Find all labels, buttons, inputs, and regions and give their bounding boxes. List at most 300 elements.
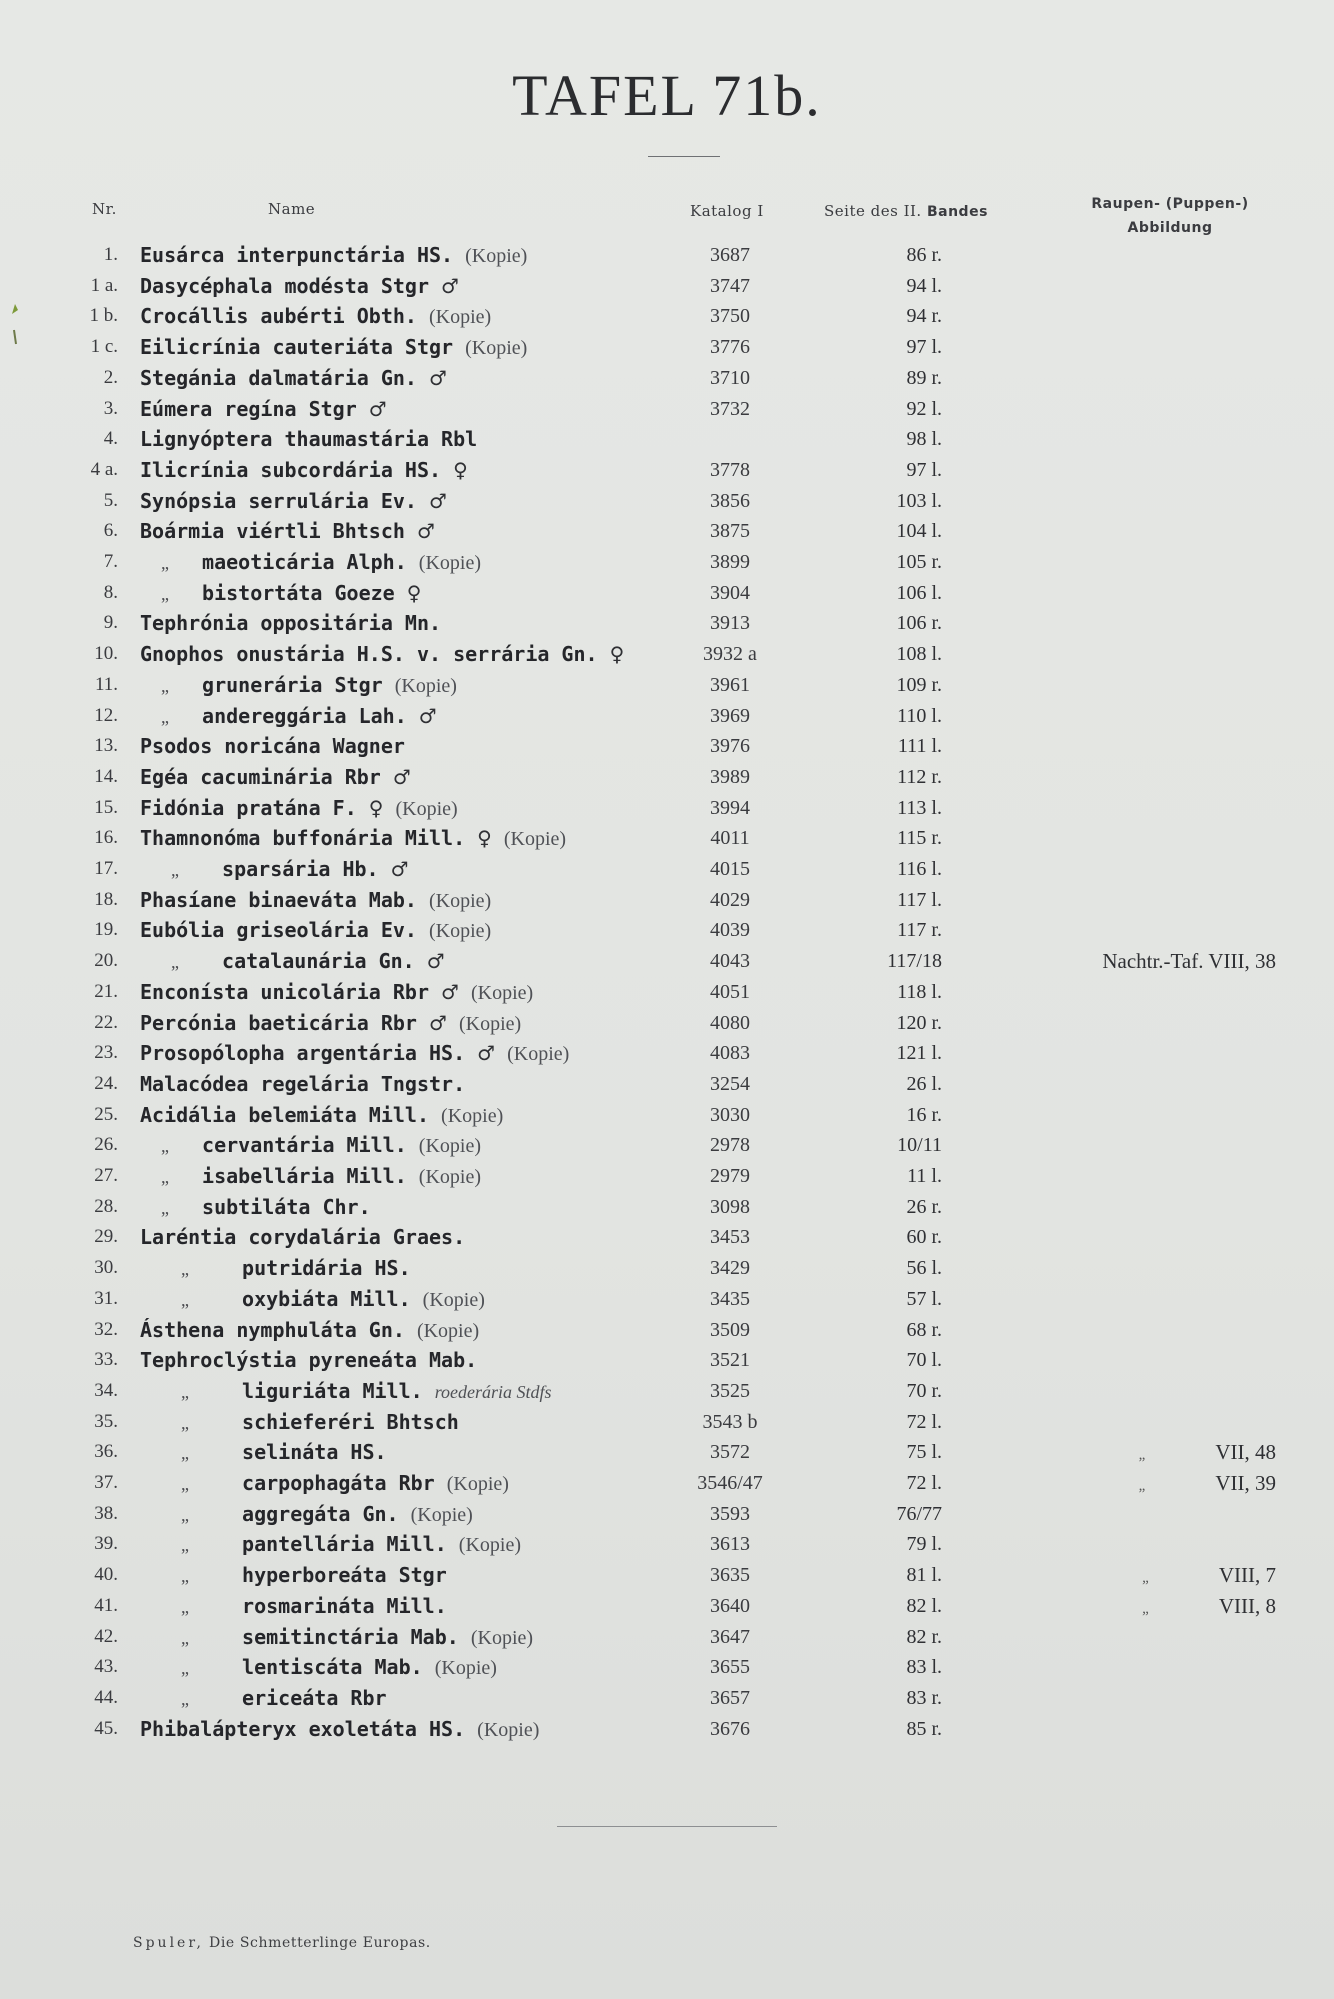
species-name: Tephrónia oppositária Mn. bbox=[140, 611, 442, 636]
row-nr: 38. bbox=[94, 1502, 118, 1524]
species-name: Psodos noricána Wagner bbox=[140, 734, 405, 759]
table-row bbox=[0, 1008, 1334, 1038]
row-katalog: 4029 bbox=[710, 888, 750, 911]
male-symbol-icon: ♂ bbox=[429, 1010, 447, 1035]
row-name-cell bbox=[140, 1591, 447, 1622]
note-kopie: (Kopie) bbox=[429, 920, 492, 943]
row-nr: 23. bbox=[94, 1042, 118, 1064]
row-seite: 112 r. bbox=[897, 765, 942, 788]
row-katalog: 2978 bbox=[710, 1134, 750, 1157]
table-row bbox=[0, 1683, 1334, 1713]
table-row bbox=[0, 1468, 1334, 1498]
row-nr: 42. bbox=[94, 1625, 118, 1647]
row-seite: 86 r. bbox=[906, 244, 942, 266]
row-seite: 70 r. bbox=[906, 1379, 942, 1402]
species-name: Eúmera regína Stgr bbox=[140, 396, 357, 421]
table-row bbox=[0, 1253, 1334, 1283]
row-name-cell bbox=[140, 1499, 473, 1530]
row-nr: 16. bbox=[94, 827, 118, 849]
row-nr: 34. bbox=[94, 1379, 118, 1401]
row-katalog: 3593 bbox=[710, 1502, 750, 1525]
ditto-mark: „ bbox=[181, 1443, 189, 1464]
row-katalog: 3747 bbox=[710, 274, 750, 297]
species-name: isabellária Mill. bbox=[202, 1164, 407, 1188]
male-symbol-icon: ♂ bbox=[429, 365, 447, 390]
row-name-cell bbox=[140, 885, 491, 916]
row-seite: 60 r. bbox=[906, 1226, 942, 1249]
note-kopie: (Kopie) bbox=[429, 306, 492, 329]
row-katalog: 3856 bbox=[710, 489, 750, 512]
male-symbol-icon: ♂ bbox=[418, 703, 437, 728]
raupen-ref: VII, 39 bbox=[1215, 1471, 1276, 1495]
row-seite: 106 r. bbox=[896, 612, 942, 635]
table-row bbox=[0, 639, 1334, 669]
table-row bbox=[0, 547, 1334, 577]
species-name: Enconísta unicolária Rbr bbox=[140, 979, 429, 1004]
row-nr: 1 b. bbox=[89, 305, 118, 327]
species-name: Eubólia griseolária Ev. bbox=[140, 918, 417, 943]
row-name-cell bbox=[140, 1038, 569, 1069]
ditto-mark: „ bbox=[161, 675, 169, 696]
ditto-mark: „ bbox=[171, 952, 179, 973]
row-seite: 118 l. bbox=[897, 980, 942, 1003]
row-katalog: 3976 bbox=[710, 735, 750, 758]
row-katalog: 3655 bbox=[710, 1656, 750, 1679]
row-name-cell bbox=[140, 1069, 465, 1099]
row-katalog: 3254 bbox=[710, 1072, 750, 1095]
table-row bbox=[0, 1437, 1334, 1467]
note-kopie: (Kopie) bbox=[477, 1718, 540, 1741]
synonym-note: roederária Stdfs bbox=[434, 1381, 552, 1402]
male-symbol-icon: ♂ bbox=[392, 764, 411, 789]
ditto-mark: „ bbox=[181, 1688, 189, 1709]
row-nr: 35. bbox=[94, 1410, 118, 1432]
note-kopie: (Kopie) bbox=[470, 1626, 534, 1649]
row-nr: 40. bbox=[94, 1564, 118, 1586]
table-row bbox=[0, 1622, 1334, 1652]
row-name-cell bbox=[140, 363, 447, 393]
row-name-cell bbox=[140, 1130, 481, 1161]
table-row bbox=[0, 1714, 1334, 1744]
table-row bbox=[0, 1376, 1334, 1406]
row-nr: 31. bbox=[94, 1287, 118, 1309]
species-name: liguriáta Mill. bbox=[242, 1378, 423, 1403]
row-nr: 7. bbox=[103, 551, 118, 572]
raupen-ref: VIII, 8 bbox=[1218, 1593, 1276, 1618]
row-nr: 19. bbox=[94, 919, 118, 941]
row-nr: 14. bbox=[94, 765, 118, 787]
note-kopie: (Kopie) bbox=[458, 1534, 521, 1557]
table-row bbox=[0, 363, 1334, 393]
species-name: aggregáta Gn. bbox=[242, 1501, 399, 1526]
species-name: bistortáta Goeze bbox=[202, 580, 395, 605]
row-nr: 18. bbox=[94, 888, 118, 910]
row-nr: 9. bbox=[103, 612, 118, 634]
row-name-cell bbox=[140, 332, 527, 363]
row-seite: 56 l. bbox=[906, 1257, 942, 1280]
table-row bbox=[0, 731, 1334, 761]
row-name-cell bbox=[140, 1529, 521, 1560]
row-katalog: 3635 bbox=[710, 1564, 750, 1587]
row-seite: 82 l. bbox=[906, 1594, 942, 1617]
raupen-ditto-mark: „ bbox=[1142, 1600, 1149, 1617]
male-symbol-icon: ♂ bbox=[429, 488, 447, 513]
row-seite: 16 r. bbox=[906, 1103, 942, 1126]
species-name: Fidónia pratána F. bbox=[140, 795, 357, 820]
header-seite bbox=[824, 202, 988, 220]
row-name-cell bbox=[140, 701, 437, 732]
row-seite: 109 r. bbox=[896, 673, 942, 696]
table-row bbox=[0, 701, 1334, 731]
row-name-cell bbox=[140, 1714, 539, 1745]
row-name-cell bbox=[140, 946, 445, 977]
row-name-cell bbox=[140, 1345, 477, 1375]
row-name-cell bbox=[140, 1253, 411, 1284]
row-katalog: 4080 bbox=[710, 1011, 750, 1034]
row-name-cell bbox=[140, 731, 405, 761]
row-name-cell bbox=[140, 823, 566, 854]
species-name: Acidália belemiáta Mill. bbox=[140, 1102, 429, 1127]
row-name-cell bbox=[140, 486, 447, 516]
species-name: carpophagáta Rbr bbox=[242, 1471, 435, 1495]
row-seite: 115 r. bbox=[897, 827, 942, 850]
raupen-ditto-mark: „ bbox=[1138, 1447, 1146, 1464]
note-kopie: (Kopie) bbox=[418, 1166, 481, 1188]
row-name-cell bbox=[140, 240, 527, 271]
row-name-cell bbox=[140, 271, 459, 301]
row-katalog: 3640 bbox=[710, 1594, 750, 1617]
male-symbol-icon: ♂ bbox=[426, 949, 445, 974]
table-row bbox=[0, 1591, 1334, 1621]
ditto-mark: „ bbox=[181, 1259, 189, 1280]
row-seite: 83 l. bbox=[906, 1656, 942, 1679]
row-name-cell bbox=[140, 608, 441, 638]
table-row bbox=[0, 301, 1334, 331]
row-nr: 44. bbox=[94, 1686, 118, 1708]
row-katalog: 3710 bbox=[710, 366, 750, 389]
row-katalog: 3509 bbox=[710, 1318, 750, 1341]
note-kopie: (Kopie) bbox=[418, 552, 481, 574]
row-name-cell bbox=[140, 1376, 552, 1407]
species-name: subtiláta Chr. bbox=[202, 1194, 371, 1219]
row-katalog: 3572 bbox=[710, 1441, 750, 1464]
species-name: maeoticária Alph. bbox=[202, 550, 407, 574]
row-nr: 26. bbox=[94, 1134, 118, 1156]
species-name: Eusárca interpunctária HS. bbox=[140, 243, 454, 267]
note-kopie: (Kopie) bbox=[465, 245, 528, 267]
table-row bbox=[0, 424, 1334, 454]
row-seite: 79 l. bbox=[906, 1533, 942, 1556]
table-row bbox=[0, 486, 1334, 516]
table-row bbox=[0, 516, 1334, 546]
table-row bbox=[0, 1560, 1334, 1590]
row-name-cell bbox=[140, 547, 481, 578]
male-symbol-icon: ♂ bbox=[416, 519, 435, 544]
species-name: semitinctária Mab. bbox=[242, 1624, 459, 1649]
note-kopie: (Kopie) bbox=[429, 889, 492, 912]
note-kopie: (Kopie) bbox=[471, 981, 534, 1004]
note-kopie: (Kopie) bbox=[465, 337, 528, 360]
row-name-cell bbox=[140, 639, 624, 669]
bottom-divider bbox=[557, 1826, 777, 1827]
row-nr: 32. bbox=[94, 1318, 118, 1340]
species-name: andereggária Lah. bbox=[202, 703, 407, 728]
species-name: Malacódea regelária Tngstr. bbox=[140, 1071, 466, 1096]
row-seite: 108 l. bbox=[896, 643, 942, 666]
species-name: Percónia baeticária Rbr bbox=[140, 1010, 417, 1035]
row-katalog: 3899 bbox=[710, 551, 750, 573]
table-row bbox=[0, 608, 1334, 638]
table-row bbox=[0, 1284, 1334, 1314]
row-name-cell bbox=[140, 1468, 509, 1499]
header-raupen bbox=[1070, 192, 1270, 240]
row-seite: 68 r. bbox=[906, 1318, 942, 1341]
row-name-cell bbox=[140, 793, 458, 824]
table-row bbox=[0, 854, 1334, 884]
species-name: Gnophos onustária H.S. v. serrária Gn. bbox=[140, 642, 598, 667]
table-row bbox=[0, 1069, 1334, 1099]
table-row bbox=[0, 762, 1334, 792]
row-seite: 110 l. bbox=[897, 704, 942, 727]
species-name: Stegánia dalmatária Gn. bbox=[140, 365, 417, 390]
row-name-cell bbox=[140, 1437, 387, 1468]
note-kopie: (Kopie) bbox=[507, 1043, 570, 1066]
row-katalog: 3687 bbox=[710, 244, 750, 266]
species-name: selináta HS. bbox=[242, 1440, 387, 1465]
header-name: Name bbox=[268, 200, 316, 218]
row-nr: 1. bbox=[103, 244, 118, 265]
title-divider bbox=[648, 156, 720, 157]
table-row bbox=[0, 1652, 1334, 1682]
row-nr: 4 a. bbox=[90, 458, 118, 480]
row-seite: 72 l. bbox=[906, 1410, 942, 1433]
row-name-cell bbox=[140, 1683, 387, 1714]
row-seite: 81 l. bbox=[906, 1564, 942, 1587]
species-name: catalaunária Gn. bbox=[222, 949, 415, 974]
note-kopie: (Kopie) bbox=[446, 1473, 509, 1495]
species-name: lentiscáta Mab. bbox=[242, 1655, 423, 1680]
row-seite: 104 l. bbox=[896, 520, 942, 543]
row-name-cell bbox=[140, 394, 387, 424]
row-seite: 92 l. bbox=[906, 397, 942, 420]
table-row bbox=[0, 1038, 1334, 1068]
row-seite: 76/77 bbox=[896, 1502, 942, 1525]
table-row bbox=[0, 1407, 1334, 1437]
note-kopie: (Kopie) bbox=[410, 1503, 473, 1526]
row-nr: 11. bbox=[94, 673, 118, 695]
row-nr: 27. bbox=[94, 1165, 118, 1186]
ditto-mark: „ bbox=[161, 1197, 169, 1218]
row-seite: 98 l. bbox=[906, 428, 942, 451]
row-name-cell bbox=[140, 762, 411, 792]
species-name: rosmarináta Mill. bbox=[242, 1593, 447, 1618]
row-nr: 6. bbox=[103, 520, 118, 542]
table-row bbox=[0, 885, 1334, 915]
row-name-cell bbox=[140, 516, 435, 546]
row-name-cell bbox=[140, 1192, 371, 1223]
row-katalog: 3969 bbox=[710, 704, 750, 727]
species-name: hyperboreáta Stgr bbox=[242, 1563, 447, 1588]
row-seite: 26 r. bbox=[906, 1195, 942, 1218]
row-name-cell bbox=[140, 455, 468, 485]
row-nr: 4. bbox=[103, 428, 118, 450]
row-nr: 22. bbox=[94, 1011, 118, 1033]
row-nr: 28. bbox=[94, 1195, 118, 1217]
header-katalog: Katalog I bbox=[690, 202, 764, 220]
species-name: Phibalápteryx exoletáta HS. bbox=[140, 1716, 466, 1741]
row-nr: 37. bbox=[94, 1472, 118, 1493]
row-name-cell bbox=[140, 1222, 465, 1252]
row-seite: 70 l. bbox=[906, 1349, 942, 1372]
row-katalog: 3453 bbox=[710, 1226, 750, 1249]
row-name-cell bbox=[140, 1100, 503, 1131]
ditto-mark: „ bbox=[181, 1381, 189, 1402]
species-name: putridária HS. bbox=[242, 1256, 411, 1281]
row-seite: 97 l. bbox=[906, 336, 942, 359]
row-nr: 10. bbox=[94, 643, 118, 665]
row-raupen bbox=[1000, 1437, 1276, 1470]
note-kopie: (Kopie) bbox=[416, 1319, 480, 1342]
row-seite: 121 l. bbox=[896, 1042, 942, 1065]
ditto-mark: „ bbox=[181, 1474, 189, 1494]
table-row bbox=[0, 240, 1334, 270]
male-symbol-icon: ♂ bbox=[368, 396, 387, 421]
row-seite: 75 l. bbox=[906, 1441, 942, 1464]
header-raupen-line1: Raupen- (Puppen-) bbox=[1091, 196, 1249, 212]
header-raupen-line2: Abbildung bbox=[1127, 220, 1213, 236]
row-seite: 105 r. bbox=[896, 551, 942, 573]
species-name: sparsária Hb. bbox=[222, 857, 379, 881]
table-row bbox=[0, 670, 1334, 700]
row-katalog: 4043 bbox=[710, 950, 750, 973]
table-row bbox=[0, 1222, 1334, 1252]
species-name: Synópsia serrulária Ev. bbox=[140, 488, 417, 513]
row-seite: 117 r. bbox=[897, 919, 942, 942]
row-name-cell bbox=[140, 854, 409, 885]
row-nr: 3. bbox=[103, 397, 118, 419]
ditto-mark: „ bbox=[161, 1167, 169, 1187]
row-katalog: 3750 bbox=[710, 305, 750, 328]
table-row bbox=[0, 1192, 1334, 1222]
raupen-ref: VIII, 7 bbox=[1218, 1563, 1276, 1588]
note-kopie: (Kopie) bbox=[458, 1012, 522, 1035]
row-seite: 82 r. bbox=[906, 1625, 942, 1648]
row-nr: 17. bbox=[94, 858, 118, 879]
ditto-mark: „ bbox=[181, 1289, 189, 1310]
table-row bbox=[0, 271, 1334, 301]
ditto-mark: „ bbox=[161, 583, 169, 604]
ditto-mark: „ bbox=[181, 1596, 189, 1617]
raupen-ref: Nachtr.-Taf. VIII, 38 bbox=[1102, 949, 1276, 974]
table-row bbox=[0, 1130, 1334, 1160]
ditto-mark: „ bbox=[181, 1412, 189, 1433]
row-nr: 1 a. bbox=[90, 274, 118, 296]
species-name: Crocállis aubérti Obth. bbox=[140, 304, 417, 329]
row-katalog: 3776 bbox=[710, 336, 750, 359]
species-name: ericeáta Rbr bbox=[242, 1685, 387, 1710]
row-name-cell bbox=[140, 424, 477, 454]
row-nr: 8. bbox=[103, 581, 118, 603]
table-row bbox=[0, 455, 1334, 485]
ditto-mark: „ bbox=[181, 1566, 189, 1587]
table-row bbox=[0, 578, 1334, 608]
row-katalog: 4051 bbox=[710, 980, 750, 1003]
note-kopie: (Kopie) bbox=[418, 1135, 481, 1158]
row-name-cell bbox=[140, 915, 491, 946]
row-seite: 116 l. bbox=[897, 858, 942, 880]
row-katalog: 4039 bbox=[710, 919, 750, 942]
row-nr: 24. bbox=[94, 1072, 118, 1094]
row-seite: 117/18 bbox=[887, 950, 942, 973]
row-name-cell bbox=[140, 670, 457, 701]
row-katalog: 4083 bbox=[710, 1042, 750, 1065]
species-name: Lignyóptera thaumastária Rbl bbox=[140, 427, 478, 452]
male-symbol-icon: ♂ bbox=[441, 273, 459, 298]
species-name: Ilicrínia subcordária HS. bbox=[140, 457, 442, 482]
raupen-ref: VII, 48 bbox=[1215, 1440, 1276, 1465]
female-symbol-icon: ♀ bbox=[477, 826, 492, 851]
row-seite: 26 l. bbox=[906, 1072, 942, 1095]
species-name: grunerária Stgr bbox=[202, 672, 383, 697]
row-seite: 83 r. bbox=[906, 1686, 942, 1709]
row-nr: 25. bbox=[94, 1103, 118, 1125]
species-name: Boármia viértli Bhtsch bbox=[140, 519, 405, 544]
row-nr: 5. bbox=[103, 489, 118, 511]
row-nr: 21. bbox=[94, 980, 118, 1002]
row-katalog: 3657 bbox=[710, 1686, 750, 1709]
footer bbox=[133, 1935, 431, 1951]
male-symbol-icon: ♂ bbox=[477, 1041, 496, 1066]
female-symbol-icon: ♀ bbox=[406, 580, 422, 605]
male-symbol-icon: ♂ bbox=[390, 857, 409, 881]
row-name-cell bbox=[140, 301, 491, 332]
row-katalog: 3546/47 bbox=[697, 1472, 763, 1494]
row-raupen bbox=[1000, 946, 1276, 976]
row-seite: 94 r. bbox=[906, 305, 942, 328]
row-katalog: 3994 bbox=[710, 796, 750, 819]
species-name: Eilicrínia cauteriáta Stgr bbox=[140, 335, 454, 360]
header-seite-suffix: Bandes bbox=[926, 204, 988, 220]
row-raupen bbox=[1000, 1560, 1276, 1593]
row-seite: 120 r. bbox=[896, 1011, 942, 1034]
ditto-mark: „ bbox=[161, 706, 169, 727]
row-katalog: 3778 bbox=[710, 458, 750, 481]
table-row bbox=[0, 823, 1334, 853]
row-nr: 43. bbox=[94, 1656, 118, 1678]
female-symbol-icon: ♀ bbox=[609, 642, 625, 667]
row-name-cell bbox=[140, 1161, 481, 1192]
page-title: TAFEL 71b. bbox=[512, 63, 822, 128]
row-nr: 12. bbox=[94, 704, 118, 726]
ditto-mark: „ bbox=[181, 1535, 189, 1556]
ditto-mark: „ bbox=[171, 860, 179, 880]
row-katalog: 3098 bbox=[710, 1195, 750, 1218]
male-symbol-icon: ♂ bbox=[441, 979, 459, 1004]
table-row bbox=[0, 946, 1334, 976]
row-seite: 57 l. bbox=[906, 1287, 942, 1310]
table-row bbox=[0, 1161, 1334, 1191]
row-seite: 103 l. bbox=[896, 489, 942, 512]
header-seite-prefix: Seite des II. bbox=[824, 202, 922, 220]
row-katalog: 3543 b bbox=[702, 1410, 758, 1433]
row-name-cell bbox=[140, 977, 533, 1008]
species-name: Ásthena nymphuláta Gn. bbox=[140, 1317, 405, 1342]
species-name: Prosopólopha argentária HS. bbox=[140, 1041, 466, 1066]
row-nr: 15. bbox=[94, 796, 118, 818]
row-katalog: 3525 bbox=[710, 1379, 750, 1402]
species-name: Dasycéphala modésta Stgr bbox=[140, 273, 429, 298]
row-name-cell bbox=[140, 1560, 447, 1591]
